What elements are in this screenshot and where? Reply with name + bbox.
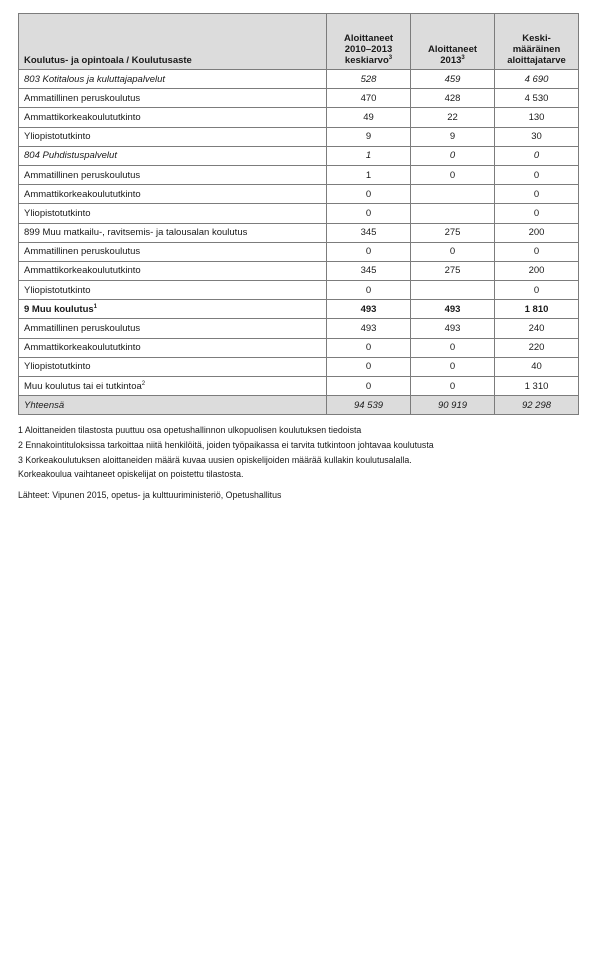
row-label: Yhteensä [24,399,65,411]
cell-avg-2010-2013: 493 [327,300,411,319]
table-row [19,300,579,319]
table-row [19,338,579,357]
table-row [19,319,579,338]
table-row [19,165,579,184]
row-label: Ammattikorkeakoulututkinto [24,111,141,123]
cell-started-2013: 22 [411,108,495,127]
row-label-cell [19,300,327,319]
footnote-3: 3 Korkeakoulutuksen aloittaneiden määrä kuvaa uusien opiskelijoiden määrää kullakin koulutusalalla. [18,454,412,465]
table-row [19,377,579,396]
footnote-3-continued: Korkeakoulua vaihtaneet opiskelijat on poistettu tilastosta. [18,469,244,480]
row-label: Ammatillinen peruskoulutus [24,246,141,258]
table-row [19,396,579,415]
row-label: Ammatillinen peruskoulutus [24,169,141,181]
row-label-cell [19,127,327,146]
cell-medium-term-need: 0 [495,165,579,184]
cell-avg-2010-2013: 345 [327,261,411,280]
footnote-marker: 1 [93,303,98,310]
cell-avg-2010-2013: 0 [327,281,411,300]
row-label-cell [19,108,327,127]
row-label-cell [19,204,327,223]
cell-started-2013: 275 [411,223,495,242]
cell-started-2013: 0 [411,242,495,261]
cell-avg-2010-2013: 1 [327,165,411,184]
cell-avg-2010-2013: 0 [327,242,411,261]
footnotes [18,423,578,481]
table-row [19,357,579,376]
cell-avg-2010-2013: 9 [327,127,411,146]
cell-medium-term-need: 0 [495,146,579,165]
table-row [19,281,579,300]
header-label [19,14,327,70]
row-label-cell [19,377,327,396]
row-label: 804 Puhdistuspalvelut [24,150,117,162]
table-row [19,70,579,89]
row-label-cell [19,357,327,376]
cell-avg-2010-2013: 493 [327,319,411,338]
row-label-cell [19,146,327,165]
footnote-2: 2 Ennakointituloksissa tarkoittaa niitä henkilöitä, joiden työpaikassa ei tarvita tutkintoon johtavaa koulutusta [18,439,434,450]
cell-medium-term-need: 40 [495,357,579,376]
cell-started-2013 [411,281,495,300]
header-label-text: Koulutus- ja opintoala / Koulutusaste [24,55,192,66]
cell-avg-2010-2013: 528 [327,70,411,89]
cell-avg-2010-2013: 0 [327,338,411,357]
cell-medium-term-need: 1 810 [495,300,579,319]
cell-medium-term-need: 240 [495,319,579,338]
row-label-cell [19,89,327,108]
header-avg-2010-2013: Aloittaneet 2010–2013 keskiarvo$^3$ [327,14,411,70]
row-label: Ammattikorkeakoulututkinto [24,265,141,277]
row-label-cell [19,396,327,415]
table-body [19,70,579,415]
cell-started-2013: 428 [411,89,495,108]
cell-avg-2010-2013: 0 [327,377,411,396]
header-started-2013: Aloittaneet 2013$^3$ [411,14,495,70]
cell-avg-2010-2013: 1 [327,146,411,165]
table-row [19,108,579,127]
cell-started-2013: 459 [411,70,495,89]
cell-avg-2010-2013: 0 [327,357,411,376]
cell-medium-term-need: 4 530 [495,89,579,108]
table-header [19,14,579,70]
header-row [19,14,579,70]
footnote-marker: 2 [141,380,146,387]
cell-medium-term-need: 220 [495,338,579,357]
row-label-cell [19,165,327,184]
header-medium-term-need: Keski- määräinen aloittajatarve [495,14,579,70]
education-statistics-table [18,13,579,415]
row-label: Yliopistotutkinto [24,207,91,219]
table-row [19,223,579,242]
row-label: Ammatillinen peruskoulutus [24,323,141,335]
row-label: Yliopistotutkinto [24,284,91,296]
cell-started-2013: 90 919 [411,396,495,415]
row-label: 9 Muu koulutus [24,303,94,315]
cell-started-2013: 275 [411,261,495,280]
cell-medium-term-need: 200 [495,261,579,280]
cell-medium-term-need: 0 [495,242,579,261]
cell-avg-2010-2013: 94 539 [327,396,411,415]
row-label-cell [19,185,327,204]
table-row [19,185,579,204]
cell-avg-2010-2013: 345 [327,223,411,242]
cell-started-2013: 0 [411,377,495,396]
row-label-cell [19,261,327,280]
row-label: Yliopistotutkinto [24,131,91,143]
row-label-cell [19,319,327,338]
cell-medium-term-need: 0 [495,204,579,223]
table-row [19,242,579,261]
document-page [18,13,578,500]
row-label: 803 Kotitalous ja kuluttajapalvelut [24,73,166,85]
cell-avg-2010-2013: 470 [327,89,411,108]
footnote-1: 1 Aloittaneiden tilastosta puuttuu osa opetushallinnon ulkopuolisen koulutuksen tiedoista [18,425,362,436]
cell-medium-term-need: 92 298 [495,396,579,415]
source-note: Lähteet: Vipunen 2015, opetus- ja kulttuuriministeriö, Opetushallitus [18,489,282,500]
cell-medium-term-need: 0 [495,281,579,300]
cell-started-2013: 0 [411,357,495,376]
row-label-cell [19,242,327,261]
row-label-cell [19,223,327,242]
row-label: Muu koulutus tai ei tutkintoa [24,380,142,392]
cell-started-2013: 0 [411,338,495,357]
cell-medium-term-need: 1 310 [495,377,579,396]
cell-started-2013: 9 [411,127,495,146]
cell-avg-2010-2013: 49 [327,108,411,127]
row-label: Ammatillinen peruskoulutus [24,92,141,104]
table-row [19,261,579,280]
table-row [19,146,579,165]
cell-avg-2010-2013: 0 [327,204,411,223]
row-label-cell [19,281,327,300]
cell-started-2013: 0 [411,165,495,184]
cell-medium-term-need: 0 [495,185,579,204]
row-label-cell [19,70,327,89]
row-label: Ammattikorkeakoulututkinto [24,188,141,200]
row-label: Ammattikorkeakoulututkinto [24,342,141,354]
cell-medium-term-need: 30 [495,127,579,146]
cell-started-2013: 0 [411,146,495,165]
row-label-cell [19,338,327,357]
cell-started-2013 [411,185,495,204]
cell-medium-term-need: 130 [495,108,579,127]
table-row [19,204,579,223]
table-row [19,127,579,146]
cell-started-2013 [411,204,495,223]
row-label: 899 Muu matkailu-, ravitsemis- ja talousalan koulutus [24,227,248,239]
cell-avg-2010-2013: 0 [327,185,411,204]
row-label: Yliopistotutkinto [24,361,91,373]
cell-started-2013: 493 [411,300,495,319]
cell-medium-term-need: 4 690 [495,70,579,89]
cell-medium-term-need: 200 [495,223,579,242]
cell-started-2013: 493 [411,319,495,338]
table-row [19,89,579,108]
